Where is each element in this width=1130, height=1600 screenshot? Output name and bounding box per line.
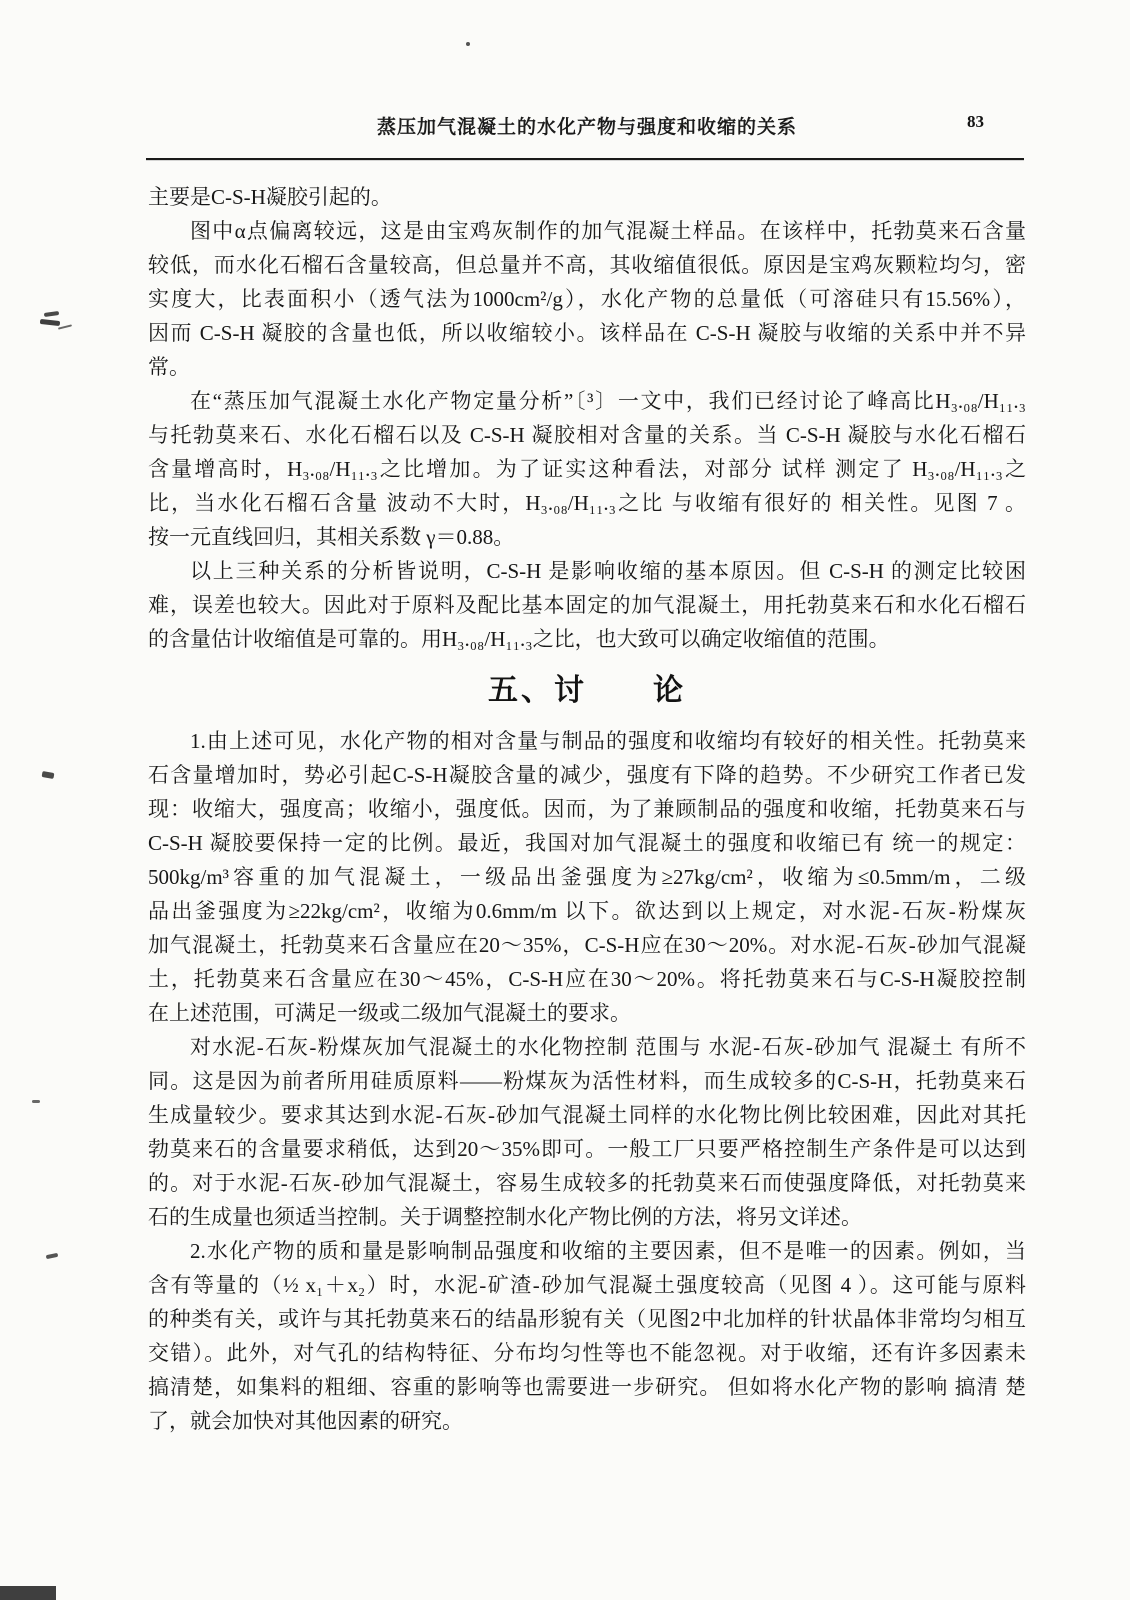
text-line: 搞清楚，如集料的粗细、容重的影响等也需要进一步研究。 但如将水化产物的影响 搞清 楚 — [148, 1375, 1026, 1399]
text-line: 对水泥-石灰-粉煤灰加气混凝土的水化物控制 范围与 水泥-石灰-砂加气 混凝土 有所不 — [190, 1035, 1026, 1059]
text-line: 的。对于水泥-石灰-砂加气混凝土，容易生成较多的托勃莫来石而使强度降低，对托勃莫来 — [148, 1171, 1026, 1195]
paragraph — [148, 1030, 1026, 1234]
paragraph — [148, 554, 1026, 656]
paragraph — [148, 1234, 1026, 1438]
text-line: 在上述范围，可满足一级或二级加气混凝土的要求。 — [148, 1001, 631, 1025]
scan-corner-shadow — [0, 1586, 56, 1600]
text-line: 含有等量的（½ x₁＋x₂）时，水泥-矿渣-砂加气混凝土强度较高（见图 4 ）。这可能与原料 — [148, 1273, 1026, 1297]
header-divider-rule — [146, 158, 1024, 160]
text-line: 交错）。此外，对气孔的结构特征、分布均匀性等也不能忽视。对于收缩，还有许多因素未 — [148, 1341, 1026, 1365]
text-line: 品出釜强度为≥22kg/cm²，收缩为0.6mm/m 以下。欲达到以上规定，对水泥-石灰-粉煤灰 — [148, 899, 1026, 923]
text-line: 2.水化产物的质和量是影响制品强度和收缩的主要因素，但不是唯一的因素。例如，当 — [190, 1239, 1026, 1263]
text-line: 加气混凝土，托勃莫来石含量应在20～35%，C-S-H应在30～20%。对水泥-石灰-砂加气混凝 — [148, 933, 1026, 957]
text-line: 勃莫来石的含量要求稍低，达到20～35%即可。一般工厂只要严格控制生产条件是可以达到 — [148, 1137, 1026, 1161]
paragraph — [148, 214, 1026, 384]
text-line: 的含量估计收缩值是可靠的。用H₃.₀₈/H₁₁.₃之比，也大致可以确定收缩值的范围。 — [148, 627, 890, 651]
text-line: 同。这是因为前者所用硅质原料——粉煤灰为活性材料，而生成较多的C-S-H，托勃莫来石 — [148, 1069, 1026, 1093]
text-line: 1.由上述可见，水化产物的相对含量与制品的强度和收缩均有较好的相关性。托勃莫来 — [190, 729, 1026, 753]
text-line: 在“蒸压加气混凝土水化产物定量分析”〔³〕一文中，我们已经讨论了峰高比H₃.₀₈/H₁₁.₃ — [190, 389, 1026, 413]
text-line: 图中α点偏离较远，这是由宝鸡灰制作的加气混凝土样品。在该样中，托勃莫来石含量 — [190, 219, 1026, 243]
paragraph — [148, 724, 1026, 1030]
text-line: 石的生成量也须适当控制。关于调整控制水化产物比例的方法，将另文详述。 — [148, 1205, 862, 1229]
ink-smudge — [42, 771, 55, 779]
text-line: 较低，而水化石榴石含量较高，但总量并不高，其收缩值很低。原因是宝鸡灰颗粒均匀，密 — [148, 253, 1026, 277]
text-line: 了，就会加快对其他因素的研究。 — [148, 1409, 463, 1433]
text-line: 比，当水化石榴石含量 波动不大时，H₃.₀₈/H₁₁.₃之比 与收缩有很好的 相关性。见图 7 。 — [148, 491, 1026, 515]
text-line: 的种类有关，或许与其托勃莫来石的结晶形貌有关（见图2中北加样的针状晶体非常均匀相互 — [148, 1307, 1026, 1331]
text-line: 现：收缩大，强度高；收缩小，强度低。因而，为了兼顾制品的强度和收缩，托勃莫来石与 — [148, 797, 1026, 821]
text-line: 土，托勃莫来石含量应在30～45%，C-S-H应在30～20%。将托勃莫来石与C-S-H凝胶控制 — [148, 967, 1026, 991]
text-line: 以上三种关系的分析皆说明，C-S-H 是影响收缩的基本原因。但 C-S-H 的测定比较困 — [190, 559, 1026, 583]
paragraph — [148, 180, 1026, 214]
ink-smudge — [32, 1100, 40, 1103]
text-line: 与托勃莫来石、水化石榴石以及 C-S-H 凝胶相对含量的关系。当 C-S-H 凝胶与水化石榴石 — [148, 423, 1026, 447]
text-line: 因而 C-S-H 凝胶的含量也低，所以收缩较小。该样品在 C-S-H 凝胶与收缩的关系中并不异 — [148, 321, 1026, 345]
ink-speck — [466, 42, 470, 46]
ink-smudge — [58, 324, 72, 329]
section-heading: 五、讨 论 — [488, 674, 686, 707]
text-line: 常。 — [148, 355, 190, 379]
ink-smudge — [40, 319, 60, 326]
text-line: C-S-H 凝胶要保持一定的比例。最近，我国对加气混凝土的强度和收缩已有 统一的规定： — [148, 831, 1026, 855]
ink-smudge — [46, 1253, 59, 1259]
page-number: 83 — [967, 112, 984, 131]
text-line: 按一元直线回归，其相关系数 γ＝0.88。 — [148, 525, 515, 549]
text-line: 实度大，比表面积小（透气法为1000cm²/g），水化产物的总量低（可溶硅只有15.56%）， — [148, 287, 1026, 311]
body-text — [148, 180, 1026, 1438]
text-line: 难，误差也较大。因此对于原料及配比基本固定的加气混凝土，用托勃莫来石和水化石榴石 — [148, 593, 1026, 617]
text-line: 生成量较少。要求其达到水泥-石灰-砂加气混凝土同样的水化物比例比较困难，因此对其托 — [148, 1103, 1026, 1127]
text-line: 石含量增加时，势必引起C-S-H凝胶含量的减少，强度有下降的趋势。不少研究工作者已发 — [148, 763, 1026, 787]
text-line: 主要是C-S-H凝胶引起的。 — [148, 185, 392, 209]
text-line: 含量增高时，H₃.₀₈/H₁₁.₃之比增加。为了证实这种看法，对部分 试样 测定了 H₃.₀₈/H₁₁.₃之 — [148, 457, 1026, 481]
text-line: 500kg/m³容重的加气混凝土，一级品出釜强度为≥27kg/cm²，收缩为≤0.5mm/m，二级 — [148, 865, 1026, 889]
running-title: 蒸压加气混凝土的水化产物与强度和收缩的关系 — [376, 117, 797, 138]
paragraph — [148, 384, 1026, 554]
page-header — [148, 112, 1026, 146]
ink-smudge — [44, 311, 59, 317]
